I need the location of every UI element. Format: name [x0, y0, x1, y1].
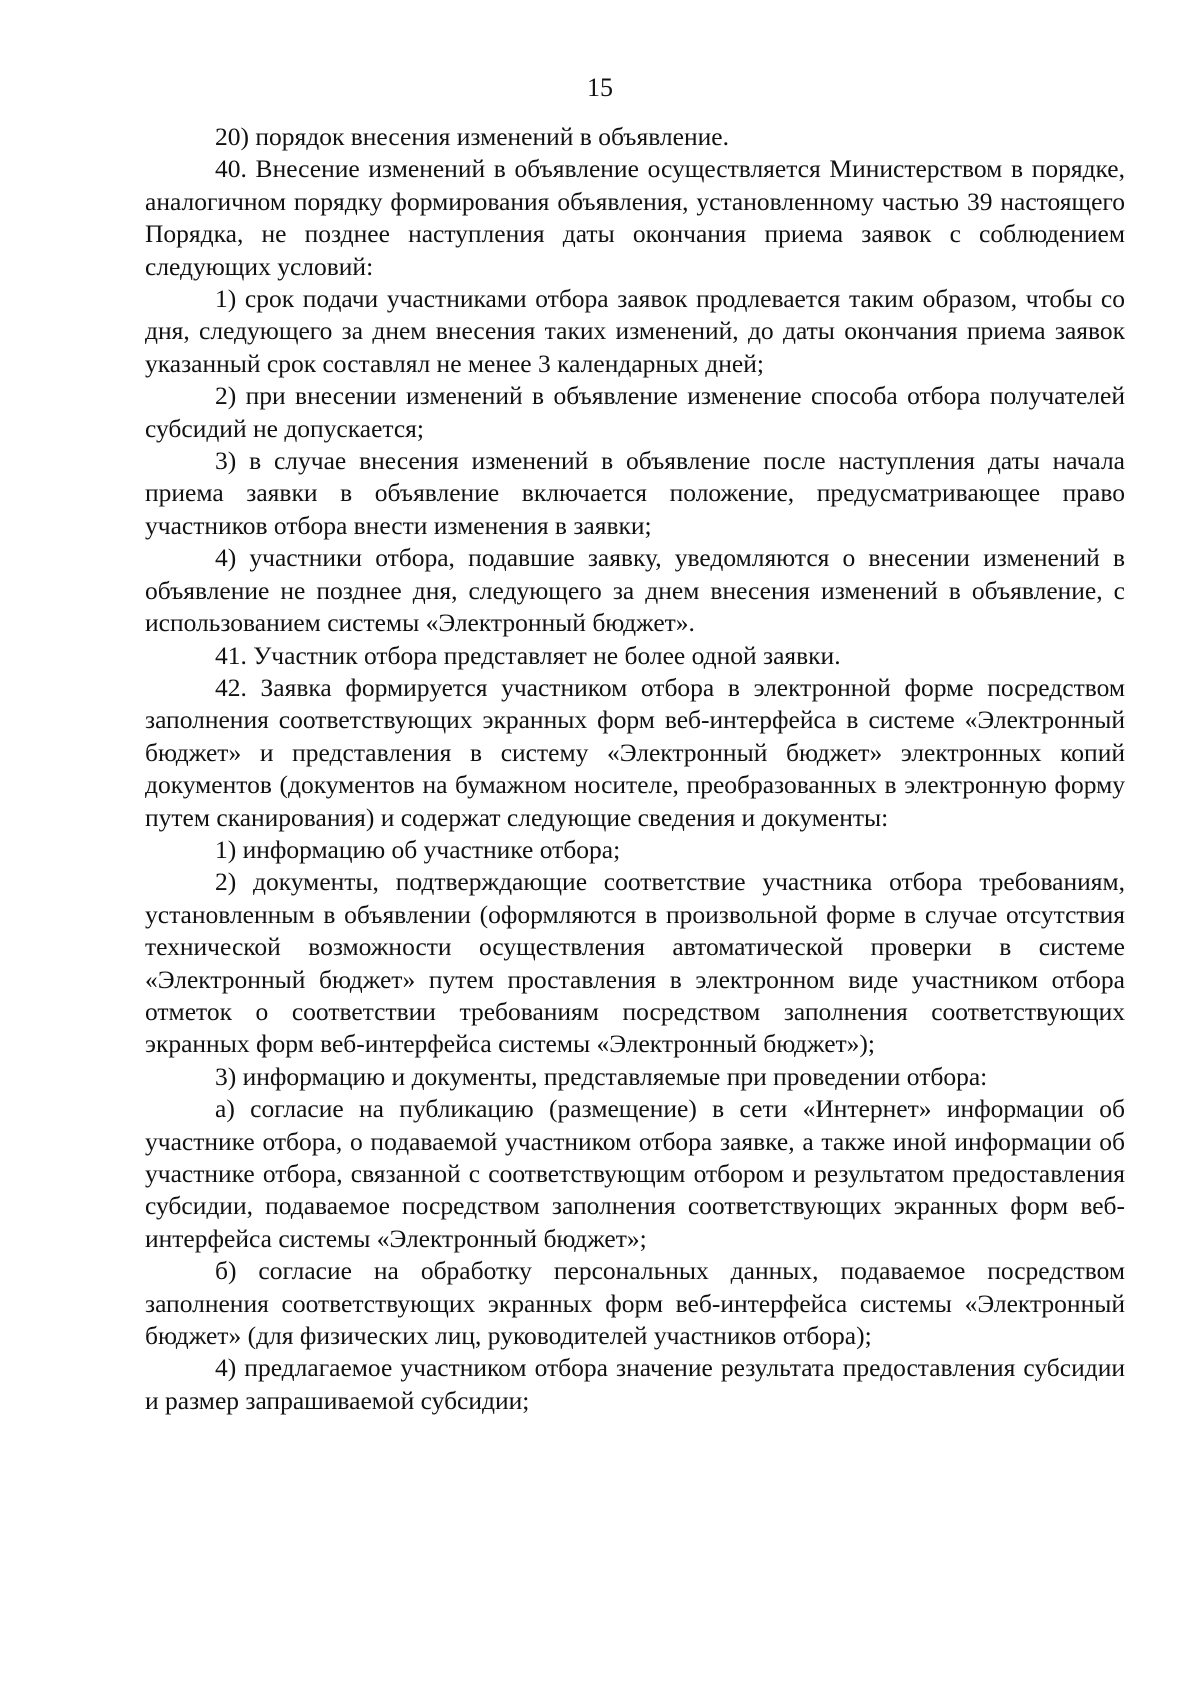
page-number: 15 [587, 73, 613, 102]
paragraph-40-item-4: 4) участники отбора, подавшие заявку, уведомляются о внесении изменений в объявление не позднее дня, следующего за днем внесения изменений в объявление, с использованием системы «Электронный бюджет». [145, 543, 1125, 638]
paragraph-40-item-1: 1) срок подачи участниками отбора заявок продлевается таким образом, чтобы со дня, следующего за днем внесения таких изменений, до даты окончания приема заявок указанный срок составлял не менее 3 календарных дней; [145, 284, 1125, 378]
paragraph-42-item-2: 2) документы, подтверждающие соответствие участника отбора требованиям, установленным в объявлении (оформляются в произвольной форме в случае отсутствия технической возможности осуществления автоматической проверки в системе «Электронный бюджет» путем проставления в электронном виде участником отбора отметок о соответствии требованиям посредством заполнения соответствующих экранных форм веб-интерфейса системы «Электронный бюджет»); [145, 867, 1125, 1059]
paragraph-42-item-3b: б) согласие на обработку персональных данных, подаваемое посредством заполнения соответствующих экранных форм веб-интерфейса системы «Электронный бюджет» (для физических лиц, руководителей участников отбора); [145, 1256, 1125, 1351]
paragraph-item-20: 20) порядок внесения изменений в объявление. [215, 122, 729, 151]
document-body [145, 121, 1125, 1417]
paragraph-42-item-1: 1) информацию об участнике отбора; [215, 834, 621, 864]
paragraph-42-item-4: 4) предлагаемое участником отбора значение результата предоставления субсидии и размер запрашиваемой субсидии; [145, 1353, 1125, 1415]
paragraph-42-item-3a: а) согласие на публикацию (размещение) в сети «Интернет» информации об участнике отбора, о подаваемой участником отбора заявке, а также иной информации об участнике отбора, связанной с соответствующим отбором и результатом предоставления субсидии, подаваемое посредством заполнения соответствующих экранных форм веб-интерфейса системы «Электронный бюджет»; [145, 1094, 1125, 1253]
paragraph-42: 42. Заявка формируется участником отбора в электронной форме посредством заполнения соответствующих экранных форм веб-интерфейса в системе «Электронный бюджет» и представления в систему «Электронный бюджет» электронных копий документов (документов на бумажном носителе, преобразованных в электронную форму путем сканирования) и содержат следующие сведения и документы: [145, 672, 1125, 832]
paragraph-40-item-2: 2) при внесении изменений в объявление изменение способа отбора получателей субсидий не допускается; [145, 381, 1125, 443]
paragraph-40: 40. Внесение изменений в объявление осуществляется Министерством в порядке, аналогичном порядку формирования объявления, установленному частью 39 настоящего Порядка, не позднее наступления даты окончания приема заявок с соблюдением следующих условий: [145, 154, 1125, 281]
paragraph-40-item-3: 3) в случае внесения изменений в объявление после наступления даты начала приема заявки в объявление включается положение, предусматривающее право участников отбора внести изменения в заявки; [145, 446, 1125, 540]
paragraph-41: 41. Участник отбора представляет не более одной заявки. [215, 640, 841, 670]
paragraph-42-item-3: 3) информацию и документы, представляемые при проведении отбора: [215, 1061, 988, 1091]
